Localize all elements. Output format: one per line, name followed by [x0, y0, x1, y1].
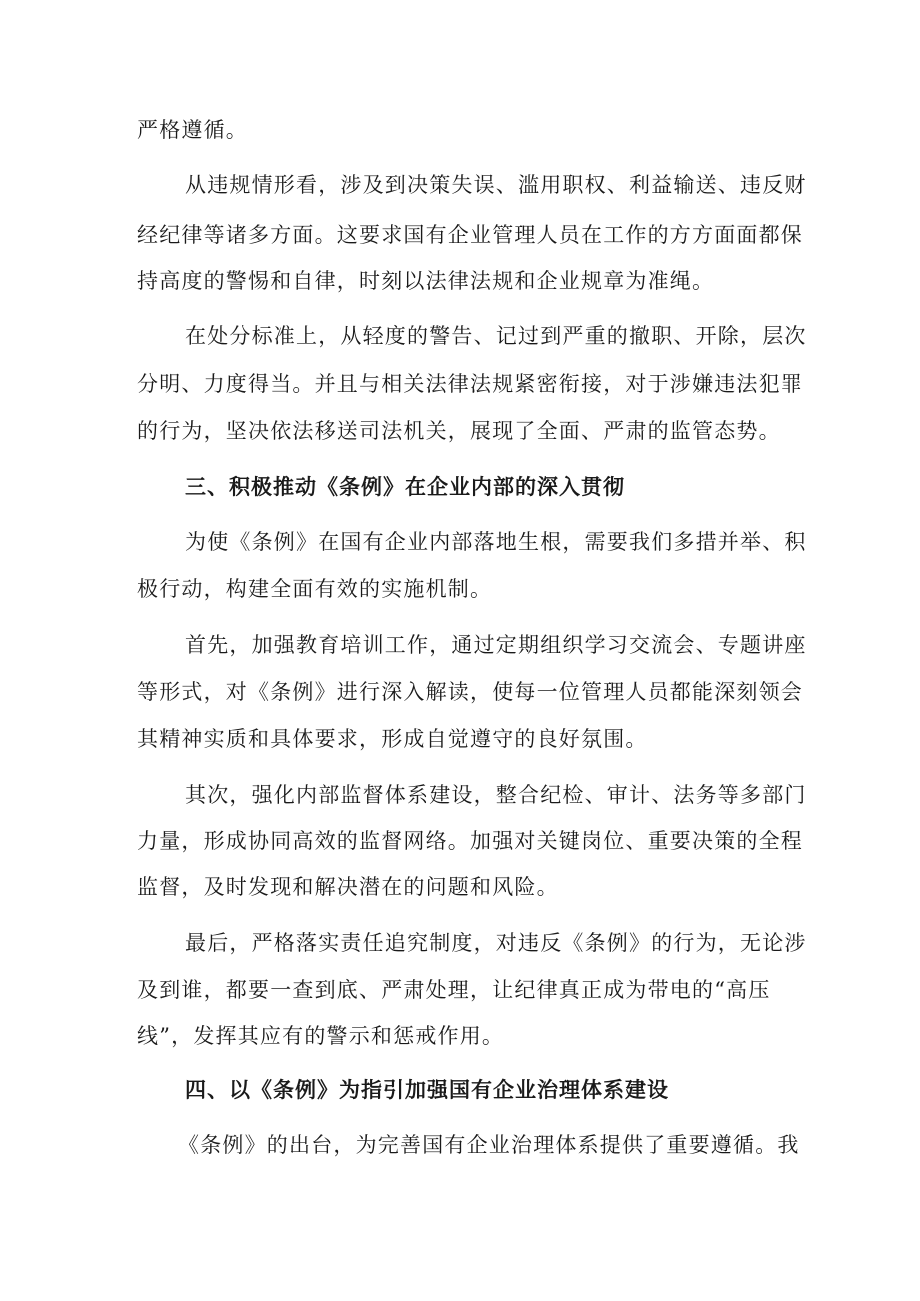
paragraph-line: 经纪律等诸多方面。这要求国有企业管理人员在工作的方方面面都保 [137, 223, 803, 247]
paragraph-line: 线”，发挥其应有的警示和惩戒作用。 [137, 1024, 505, 1048]
section-heading: 三、积极推动《条例》在企业内部的深入贯彻 [185, 475, 625, 499]
paragraph-line: 极行动，构建全面有效的实施机制。 [137, 577, 493, 601]
paragraph-line: 为使《条例》在国有企业内部落地生根，需要我们多措并举、积 [185, 530, 807, 554]
paragraph-line: 等形式，对《条例》进行深入解读，使每一位管理人员都能深刻领会 [137, 680, 803, 704]
paragraph-line: 《条例》的出台，为完善国有企业治理体系提供了重要遵循。我 [178, 1133, 800, 1157]
paragraph-line: 其次，强化内部监督体系建设，整合纪检、审计、法务等多部门 [185, 783, 807, 807]
paragraph-line: 持高度的警惕和自律，时刻以法律法规和企业规章为准绳。 [137, 269, 715, 293]
paragraph-line: 从违规情形看，涉及到决策失误、滥用职权、利益输送、违反财 [185, 173, 807, 197]
paragraph-line: 力量，形成协同高效的监督网络。加强对关键岗位、重要决策的全程 [137, 829, 803, 853]
paragraph-line: 监督，及时发现和解决潜在的问题和风险。 [137, 875, 559, 899]
paragraph-line: 其精神实质和具体要求，形成自觉遵守的良好氛围。 [137, 727, 648, 751]
paragraph-line: 分明、力度得当。并且与相关法律法规紧密衔接，对于涉嫌违法犯罪 [137, 372, 803, 396]
paragraph-line: 首先，加强教育培训工作，通过定期组织学习交流会、专题讲座 [185, 633, 807, 657]
paragraph-line: 及到谁，都要一查到底、严肃处理，让纪律真正成为带电的“高压 [137, 978, 771, 1002]
paragraph-line: 在处分标准上，从轻度的警告、记过到严重的撤职、开除，层次 [185, 324, 807, 348]
paragraph-line: 的行为，坚决依法移送司法机关，展现了全面、严肃的监管态势。 [137, 419, 781, 443]
paragraph-line: 严格遵循。 [137, 118, 248, 142]
paragraph-line: 最后，严格落实责任追究制度，对违反《条例》的行为，无论涉 [185, 931, 807, 955]
section-heading: 四、以《条例》为指引加强国有企业治理体系建设 [185, 1078, 669, 1102]
